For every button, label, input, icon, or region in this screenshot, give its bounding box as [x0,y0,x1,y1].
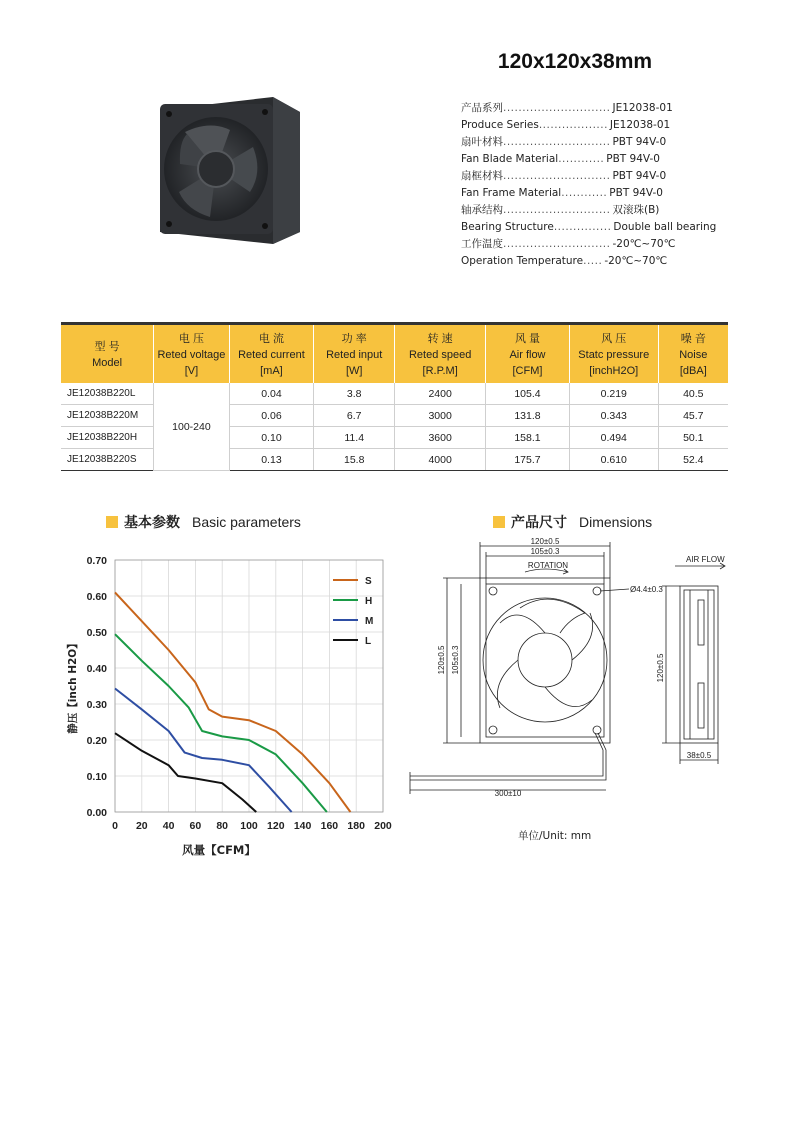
x-tick-label: 120 [267,820,285,832]
spec-row [461,168,761,185]
spec-dots: ............................ [503,170,611,182]
header-en: Reted speed [408,349,472,361]
header-en: Noise [679,349,708,361]
header-cn: 电 压 [178,333,204,345]
spec-value: PBT 94V-0 [612,136,667,148]
column-header [314,324,395,384]
header-unit: [W] [345,365,363,377]
pq-curve-chart [60,545,400,865]
spec-label: 工作温度 [461,238,503,250]
cell-pressure: 0.494 [569,427,658,449]
cell-model: JE12038B220S [61,449,154,471]
cell-input: 6.7 [314,405,395,427]
header-en: Statc pressure [578,349,650,361]
series-line-L [115,733,256,812]
cell-airflow: 131.8 [486,405,570,427]
series-line-S [115,592,350,812]
cell-input: 3.8 [314,383,395,405]
x-tick-label: 100 [240,820,258,832]
spec-value: PBT 94V-0 [606,153,660,165]
rotation-label: ROTATION [527,561,569,570]
basic-parameters-heading: 基本参数 Basic parameters [106,512,301,532]
spec-value: PBT 94V-0 [612,170,667,182]
blade-1 [500,615,545,633]
cell-noise: 40.5 [658,383,728,405]
y-tick-label: 0.10 [86,771,107,783]
heading-square-icon [493,516,505,528]
spec-label: Fan Blade Material [461,153,559,165]
dim-outer-height: 120±0.5 [437,645,446,675]
blade-5 [520,599,585,633]
header-cn: 转 速 [427,333,453,345]
series-line-H [115,634,327,812]
blade-2 [572,613,593,660]
cell-airflow: 158.1 [486,427,570,449]
mount-hole-tr [593,587,601,595]
spec-row [461,185,761,202]
blade-3 [545,687,592,707]
spec-value: JE12038-01 [612,102,673,114]
cell-pressure: 0.219 [569,383,658,405]
x-tick-label: 80 [216,820,229,832]
fan-blade-circle [483,598,607,722]
header-cn: 风 量 [514,333,540,345]
cell-airflow: 105.4 [486,383,570,405]
header-en: Reted voltage [157,349,226,361]
spec-label: Bearing Structure [461,221,554,233]
cell-speed: 4000 [395,449,486,471]
lead-wire-1 [410,733,603,776]
cell-current: 0.06 [229,405,313,427]
x-tick-label: 60 [189,820,202,832]
spec-value: PBT 94V-0 [609,187,663,199]
spec-value: Double ball bearing [613,221,717,233]
spec-row [461,202,761,219]
spec-value: -20℃~70℃ [604,255,668,267]
y-axis-label: 静压【inch H2O】 [67,638,79,734]
spec-dots: ............ [558,153,605,165]
spec-value: -20℃~70℃ [612,238,676,250]
y-tick-label: 0.50 [86,627,107,639]
header-cn: 风 压 [601,333,627,345]
spec-label: Produce Series [461,119,539,131]
cell-input: 15.8 [314,449,395,471]
header-unit: [V] [184,365,199,377]
header-unit: [R.P.M] [422,365,458,377]
dimensions-heading: 产品尺寸 Dimensions [493,512,652,532]
spec-dots: ............................ [503,204,611,216]
mount-hole-br [593,726,601,734]
cell-model: JE12038B220L [61,383,154,405]
lead-wire-2 [410,733,606,780]
cell-noise: 52.4 [658,449,728,471]
legend-label-S: S [365,576,372,587]
x-axis-label: 风量【CFM】 [182,843,256,857]
cell-airflow: 175.7 [486,449,570,471]
header-cn: 型 号 [94,341,120,353]
header-cn: 电 流 [258,333,284,345]
table-header-row [61,324,728,384]
front-frame-inner [486,584,604,737]
x-tick-label: 20 [135,820,148,832]
spec-dots: ..... [583,255,603,267]
spec-row [461,219,761,236]
spec-row [461,100,761,117]
dim-inner-height: 105±0.3 [451,645,460,675]
y-tick-label: 0.40 [86,663,107,675]
column-header [658,324,728,384]
spec-label: Fan Frame Material [461,187,562,199]
cell-pressure: 0.343 [569,405,658,427]
column-header [61,324,154,384]
column-header [486,324,570,384]
column-header [569,324,658,384]
header-cn: 噪 音 [680,333,706,345]
dim-inner-width: 105±0.3 [530,547,560,556]
dim-outer-width: 120±0.5 [530,537,560,546]
cell-input: 11.4 [314,427,395,449]
spec-label: 扇框材料 [461,170,503,182]
unit-note: 单位/Unit: mm [518,830,592,842]
blade-4 [497,660,518,708]
front-frame-outline [480,578,610,743]
airflow-label: AIR FLOW [686,555,725,564]
cell-speed: 3600 [395,427,486,449]
y-tick-label: 0.30 [86,699,107,711]
spec-value: JE12038-01 [609,119,671,131]
side-view-outline [680,586,718,743]
column-header [229,324,313,384]
heading-square-icon [106,516,118,528]
x-tick-label: 40 [162,820,175,832]
header-cn: 功 率 [341,333,367,345]
cell-model: JE12038B220H [61,427,154,449]
column-header [395,324,486,384]
x-tick-label: 200 [374,820,392,832]
header-unit: [inchH2O] [589,365,639,377]
spec-dots: ............................ [503,102,611,114]
x-tick-label: 180 [347,820,365,832]
spec-row [461,151,761,168]
cell-current: 0.04 [229,383,313,405]
cell-pressure: 0.610 [569,449,658,471]
side-height-dim: 120±0.5 [656,653,665,683]
legend-label-M: M [365,616,374,627]
cell-speed: 3000 [395,405,486,427]
spec-label: 轴承结构 [461,204,503,216]
spec-row [461,134,761,151]
x-tick-label: 0 [112,820,118,832]
spec-dots: ............................ [503,136,611,148]
spec-dots: .................. [538,119,608,131]
y-tick-label: 0.70 [86,555,107,567]
legend-label-H: H [365,596,373,607]
hole-dim: Ø4.4±0.3 [630,585,663,594]
model-table [61,322,728,471]
spec-row [461,117,761,134]
spec-dots: ............................ [503,238,611,250]
fan-hub-circle [518,633,572,687]
spec-label: 扇叶材料 [461,136,503,148]
page-title: 120x120x38mm [497,50,653,73]
depth-dim: 38±0.5 [686,751,712,760]
cell-voltage: 100-240 [154,383,230,471]
header-unit: [mA] [260,365,283,377]
cell-current: 0.10 [229,427,313,449]
column-header [154,324,230,384]
cell-speed: 2400 [395,383,486,405]
spec-label: 产品系列 [461,102,503,114]
y-tick-label: 0.20 [86,735,107,747]
y-tick-label: 0.00 [86,807,107,819]
spec-label: Operation Temperature [461,255,584,267]
header-en: Reted input [326,349,383,361]
spec-value: 双滚珠(B) [612,204,660,216]
spec-dots: ............ [561,187,608,199]
spec-dots: ............... [553,221,612,233]
x-tick-label: 140 [293,820,312,832]
cell-noise: 50.1 [658,427,728,449]
header-unit: [CFM] [512,365,543,377]
mount-hole-tl [489,587,497,595]
header-en: Air flow [509,349,546,361]
header-en: Reted current [238,349,305,361]
fan-product-photo [155,92,305,247]
header-en: Model [92,357,123,369]
table-row [61,383,728,405]
dimension-drawing [400,528,760,818]
spec-row [461,253,761,270]
spec-row [461,236,761,253]
y-tick-label: 0.60 [86,591,107,603]
lead-length-dim: 300±10 [494,789,522,798]
legend-label-L: L [365,636,372,647]
cell-current: 0.13 [229,449,313,471]
x-tick-label: 160 [320,820,339,832]
cell-model: JE12038B220M [61,405,154,427]
spec-list [461,100,761,270]
header-unit: [dBA] [679,365,707,377]
cell-noise: 45.7 [658,405,728,427]
mount-hole-bl [489,726,497,734]
